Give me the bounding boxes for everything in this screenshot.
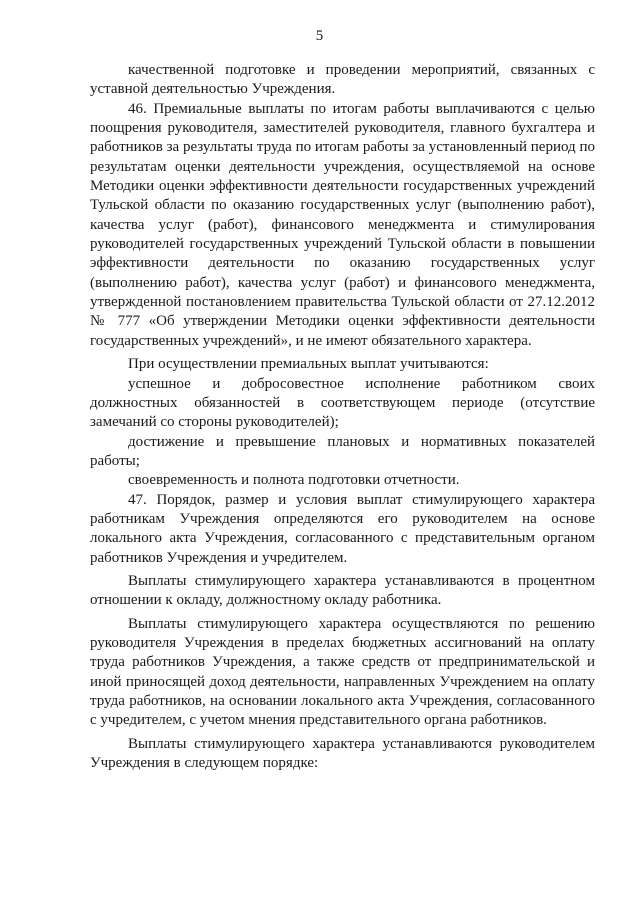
paragraph-criterion-1: успешное и добросовестное исполнение работником своих должностных обязанностей в соответствующем периоде (отсутствие замечаний со стороны руководителей); <box>90 375 595 431</box>
paragraph-47: 47. Порядок, размер и условия выплат стимулирующего характера работникам Учреждения определяются его руководителем на основе локального акта Учреждения, согласованного с представительным органом работников Учреждения и учредителем. <box>90 491 595 566</box>
document-body <box>90 61 595 773</box>
paragraph-criterion-2: достижение и превышение плановых и нормативных показателей работы; <box>90 433 595 469</box>
paragraph-procedure-intro: Выплаты стимулирующего характера устанавливаются руководителем Учреждения в следующем порядке: <box>90 735 595 772</box>
paragraph-46: 46. Премиальные выплаты по итогам работы выплачиваются с целью поощрения руководителя, заместителей руководителя, главного бухгалтера и работников за результаты труда по итогам работы за установленный период по результатам оценки деятельности учреждения, осуществляемой на основе Методики оценки эффективности деятельности государственных учреждений Тульской области по оказанию государственных услуг (выполнению работ), качества услуг (работ), финансового менеджмента и стимулирования руководителей государственных учреждений Тульской области в повышении эффективности деятельности по оказанию государственных услуг (выполнению работ), качества услуг (работ) и финансового менеджмента, утвержденной постановлением правительства Тульской области от 27.12.2012 № 777 «Об утверждении Методики оценки эффективности деятельности государственных учреждений», и не имеют обязательного характера. <box>90 100 595 349</box>
paragraph-continuation: качественной подготовке и проведении мероприятий, связанных с уставной деятельностью Учреждения. <box>90 62 595 98</box>
paragraph-criterion-3: своевременность и полнота подготовки отчетности. <box>128 472 460 489</box>
paragraph-payment-decision: Выплаты стимулирующего характера осуществляются по решению руководителя Учреждения в пределах бюджетных ассигнований на оплату труда работников Учреждения, а также средств от предпринимательской и иной приносящей доход деятельности, направленных Учреждением на оплату труда работников, на основании локального акта Учреждения, согласованного с учредителем, с учетом мнения представительного органа работников. <box>90 615 595 729</box>
paragraph-percent-basis: Выплаты стимулирующего характера устанавливаются в процентном отношении к окладу, должностному окладу работника. <box>90 572 595 609</box>
page-number: 5 <box>315 28 324 44</box>
paragraph-bonus-criteria-intro: При осуществлении премиальных выплат учитываются: <box>128 356 489 373</box>
